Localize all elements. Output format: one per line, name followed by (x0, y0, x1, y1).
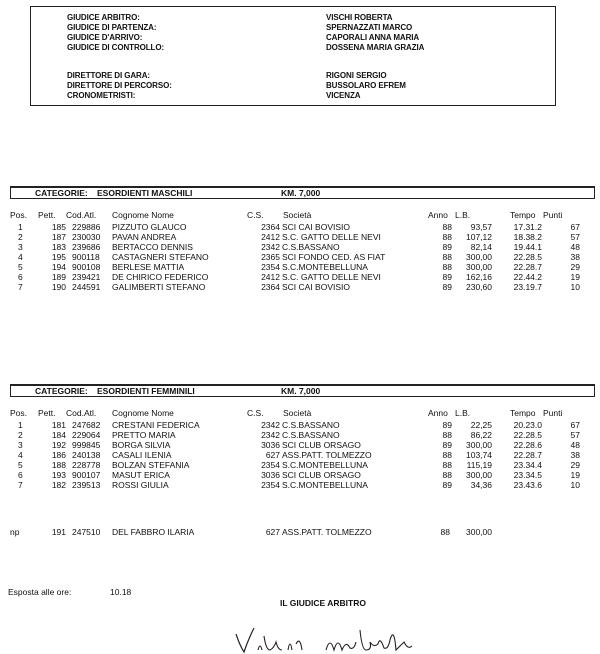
official-name: RIGONI SERGIO (326, 71, 387, 80)
cell-punti: 38 (570, 252, 580, 262)
cell-anno: 89 (442, 272, 452, 282)
category-label: CATEGORIE: (35, 188, 88, 198)
table-row (0, 272, 600, 282)
hdr-tempo: Tempo (510, 408, 536, 418)
hdr-cs: C.S. (247, 210, 264, 220)
cell-lb: 34,36 (470, 480, 492, 490)
cell-lb: 230,60 (466, 282, 492, 292)
cell-punti: 57 (570, 430, 580, 440)
cell-punti: 10 (570, 282, 580, 292)
cell-cod: 239421 (72, 272, 101, 282)
table-row (0, 470, 600, 480)
cell-pos: 5 (18, 460, 23, 470)
cell-punti: 19 (570, 470, 580, 480)
cell-pos: 3 (18, 242, 23, 252)
cell-punti: 10 (570, 480, 580, 490)
table-header-femminili (0, 408, 600, 418)
table-row (0, 440, 600, 450)
category-km: KM. 7,000 (281, 386, 321, 396)
cell-tempo: 22.28.5 (513, 252, 542, 262)
category-label: CATEGORIE: (35, 386, 88, 396)
cell-punti: 48 (570, 440, 580, 450)
cell-lb: 107,12 (466, 232, 492, 242)
cell-cod: 900108 (72, 262, 101, 272)
hdr-soc: Società (283, 408, 312, 418)
cell-pos: 5 (18, 262, 23, 272)
cell-cs: 2364 (261, 222, 280, 232)
hdr-soc: Società (283, 210, 312, 220)
official-role: GIUDICE ARBITRO: (67, 13, 140, 22)
cell-anno: 89 (442, 480, 452, 490)
cell-pett: 193 (51, 470, 66, 480)
cell-soc: SCI CAI BOVISIO (282, 282, 351, 292)
cell-name: CASALI ILENIA (112, 450, 172, 460)
hdr-punti: Punti (543, 408, 563, 418)
cell-cod: 230030 (72, 232, 101, 242)
cell-soc: SCI CLUB ORSAGO (282, 470, 361, 480)
category-name: ESORDIENTI MASCHILI (97, 188, 193, 198)
official-role: DIRETTORE DI GARA: (67, 71, 150, 80)
cell-punti: 29 (570, 460, 580, 470)
cell-pett: 185 (51, 222, 66, 232)
cell-tempo: 22.28.6 (513, 440, 542, 450)
cell-pett: 186 (51, 450, 66, 460)
table-row (0, 262, 600, 272)
cell-cod: 900107 (72, 470, 101, 480)
cell-lb: 300,00 (466, 252, 492, 262)
cell-pett: 181 (51, 420, 66, 430)
cell-name: PRETTO MARIA (112, 430, 176, 440)
table-row (0, 460, 600, 470)
cell-pett: 194 (51, 262, 66, 272)
np-pos: np (10, 527, 20, 537)
cell-cod: 240138 (72, 450, 101, 460)
cell-soc: SCI FONDO CED. AS FIAT (282, 252, 386, 262)
category-name: ESORDIENTI FEMMINILI (97, 386, 195, 396)
cell-pett: 187 (51, 232, 66, 242)
np-row (0, 527, 600, 537)
hdr-tempo: Tempo (510, 210, 536, 220)
cell-tempo: 23.43.6 (513, 480, 542, 490)
cell-anno: 88 (442, 232, 452, 242)
cell-name: BOLZAN STEFANIA (112, 460, 190, 470)
hdr-name: Cognome Nome (112, 408, 174, 418)
cell-pett: 183 (51, 242, 66, 252)
np-anno: 88 (440, 527, 450, 537)
cell-soc: S.C.MONTEBELLUNA (282, 460, 368, 470)
np-lb: 300,00 (466, 527, 492, 537)
cell-cod: 247682 (72, 420, 101, 430)
cell-soc: SCI CAI BOVISIO (282, 222, 351, 232)
cell-anno: 88 (442, 430, 452, 440)
cell-soc: SCI CLUB ORSAGO (282, 440, 361, 450)
hdr-name: Cognome Nome (112, 210, 174, 220)
np-cs: 627 (265, 527, 280, 537)
cell-punti: 38 (570, 450, 580, 460)
cell-name: PIZZUTO GLAUCO (112, 222, 187, 232)
cell-lb: 86,22 (470, 430, 492, 440)
cell-lb: 93,57 (470, 222, 492, 232)
cell-lb: 22,25 (470, 420, 492, 430)
np-cod: 247510 (72, 527, 101, 537)
hdr-lb: L.B. (455, 408, 471, 418)
cell-cs: 3036 (261, 440, 280, 450)
cell-tempo: 20.23.0 (513, 420, 542, 430)
cell-cs: 3036 (261, 470, 280, 480)
cell-tempo: 22.28.7 (513, 450, 542, 460)
cell-cod: 999845 (72, 440, 101, 450)
cell-cs: 2412 (261, 232, 280, 242)
category-header-femminili (10, 384, 595, 397)
cell-punti: 48 (570, 242, 580, 252)
official-name: VICENZA (326, 91, 361, 100)
cell-name: MASUT ERICA (112, 470, 170, 480)
table-row (0, 242, 600, 252)
cell-soc: C.S.BASSANO (282, 430, 340, 440)
cell-soc: S.C. GATTO DELLE NEVI (282, 232, 381, 242)
cell-cs: 627 (265, 450, 280, 460)
cell-name: BERLESE MATTIA (112, 262, 185, 272)
cell-pos: 1 (18, 222, 23, 232)
hdr-lb: L.B. (455, 210, 471, 220)
officials-box (30, 6, 556, 106)
cell-punti: 19 (570, 272, 580, 282)
cell-name: CRESTANI FEDERICA (112, 420, 200, 430)
cell-cod: 229886 (72, 222, 101, 232)
cell-anno: 88 (442, 470, 452, 480)
cell-pos: 4 (18, 252, 23, 262)
hdr-cod: Cod.Atl. (66, 408, 97, 418)
cell-pos: 1 (18, 420, 23, 430)
official-role: GIUDICE D'ARRIVO: (67, 33, 143, 42)
np-name: DEL FABBRO ILARIA (112, 527, 195, 537)
cell-pett: 192 (51, 440, 66, 450)
cell-name: CASTAGNERI STEFANO (112, 252, 209, 262)
cell-lb: 300,00 (466, 470, 492, 480)
hdr-anno: Anno (428, 210, 448, 220)
cell-cs: 2342 (261, 242, 280, 252)
np-pett: 191 (51, 527, 66, 537)
cell-pos: 6 (18, 272, 23, 282)
cell-cod: 239513 (72, 480, 101, 490)
cell-cs: 2342 (261, 420, 280, 430)
cell-anno: 89 (442, 282, 452, 292)
hdr-cs: C.S. (247, 408, 264, 418)
category-km: KM. 7,000 (281, 188, 321, 198)
cell-name: BERTACCO DENNIS (112, 242, 193, 252)
cell-pos: 4 (18, 450, 23, 460)
table-row (0, 282, 600, 292)
cell-tempo: 22.28.7 (513, 262, 542, 272)
table-row (0, 480, 600, 490)
cell-name: BORGA SILVIA (112, 440, 171, 450)
cell-cod: 229064 (72, 430, 101, 440)
cell-name: ROSSI GIULIA (112, 480, 169, 490)
cell-name: PAVAN ANDREA (112, 232, 177, 242)
official-name: SPERNAZZATI MARCO (326, 23, 413, 32)
cell-lb: 162,16 (466, 272, 492, 282)
cell-anno: 89 (442, 242, 452, 252)
official-role: CRONOMETRISTI: (67, 91, 136, 100)
table-row (0, 450, 600, 460)
cell-lb: 103,74 (466, 450, 492, 460)
cell-soc: C.S.BASSANO (282, 242, 340, 252)
cell-cs: 2354 (261, 480, 280, 490)
cell-soc: S.C. GATTO DELLE NEVI (282, 272, 381, 282)
cell-name: GALIMBERTI STEFANO (112, 282, 206, 292)
official-name: CAPORALI ANNA MARIA (326, 33, 420, 42)
esposta-time: 10.18 (110, 587, 132, 597)
cell-tempo: 22.28.5 (513, 430, 542, 440)
hdr-punti: Punti (543, 210, 563, 220)
cell-soc: C.S.BASSANO (282, 420, 340, 430)
hdr-cod: Cod.Atl. (66, 210, 97, 220)
cell-cs: 2354 (261, 460, 280, 470)
official-role: GIUDICE DI CONTROLLO: (67, 43, 165, 52)
cell-cs: 2364 (261, 282, 280, 292)
official-name: DOSSENA MARIA GRAZIA (326, 43, 425, 52)
cell-soc: S.C.MONTEBELLUNA (282, 480, 368, 490)
cell-pett: 188 (51, 460, 66, 470)
np-soc: ASS.PATT. TOLMEZZO (282, 527, 372, 537)
hdr-pos: Pos. (10, 210, 28, 220)
cell-cod: 244591 (72, 282, 101, 292)
cell-name: DE CHIRICO FEDERICO (112, 272, 209, 282)
hdr-anno: Anno (428, 408, 448, 418)
cell-tempo: 17.31.2 (513, 222, 542, 232)
table-row (0, 420, 600, 430)
cell-pett: 189 (51, 272, 66, 282)
giudice-arbitro-label: IL GIUDICE ARBITRO (280, 598, 366, 608)
cell-cs: 2342 (261, 430, 280, 440)
signature-image (230, 622, 430, 654)
table-row (0, 222, 600, 232)
cell-cod: 228778 (72, 460, 101, 470)
hdr-pett: Pett. (38, 408, 56, 418)
cell-lb: 82,14 (470, 242, 492, 252)
cell-anno: 89 (442, 440, 452, 450)
cell-anno: 88 (442, 262, 452, 272)
table-row (0, 232, 600, 242)
official-name: BUSSOLARO EFREM (326, 81, 406, 90)
cell-tempo: 19.44.1 (513, 242, 542, 252)
cell-punti: 57 (570, 232, 580, 242)
table-row (0, 252, 600, 262)
cell-pett: 184 (51, 430, 66, 440)
cell-lb: 300,00 (466, 262, 492, 272)
cell-pos: 3 (18, 440, 23, 450)
hdr-pos: Pos. (10, 408, 28, 418)
cell-anno: 89 (442, 420, 452, 430)
cell-punti: 67 (570, 420, 580, 430)
cell-anno: 88 (442, 222, 452, 232)
official-role: DIRETTORE DI PERCORSO: (67, 81, 172, 90)
cell-cod: 239686 (72, 242, 101, 252)
table-row (0, 430, 600, 440)
cell-punti: 67 (570, 222, 580, 232)
cell-pett: 190 (51, 282, 66, 292)
cell-cs: 2354 (261, 262, 280, 272)
cell-soc: S.C.MONTEBELLUNA (282, 262, 368, 272)
esposta-label: Esposta alle ore: (8, 587, 72, 597)
cell-pett: 182 (51, 480, 66, 490)
cell-tempo: 23.34.5 (513, 470, 542, 480)
cell-pos: 2 (18, 232, 23, 242)
cell-soc: ASS.PATT. TOLMEZZO (282, 450, 372, 460)
cell-tempo: 23.34.4 (513, 460, 542, 470)
cell-punti: 29 (570, 262, 580, 272)
cell-tempo: 22.44.2 (513, 272, 542, 282)
cell-anno: 88 (442, 460, 452, 470)
cell-lb: 115,19 (466, 460, 492, 470)
cell-anno: 88 (442, 252, 452, 262)
official-role: GIUDICE DI PARTENZA: (67, 23, 157, 32)
official-name: VISCHI ROBERTA (326, 13, 393, 22)
hdr-pett: Pett. (38, 210, 56, 220)
cell-cod: 900118 (72, 252, 100, 262)
cell-pos: 2 (18, 430, 23, 440)
cell-lb: 300,00 (466, 440, 492, 450)
cell-cs: 2365 (261, 252, 280, 262)
cell-anno: 88 (442, 450, 452, 460)
cell-tempo: 23.19.7 (513, 282, 542, 292)
category-header-maschili (10, 186, 595, 199)
cell-pos: 6 (18, 470, 23, 480)
cell-cs: 2412 (261, 272, 280, 282)
cell-pos: 7 (18, 480, 23, 490)
cell-pett: 195 (51, 252, 66, 262)
table-header-maschili (0, 210, 600, 220)
cell-pos: 7 (18, 282, 23, 292)
cell-tempo: 18.38.2 (513, 232, 542, 242)
